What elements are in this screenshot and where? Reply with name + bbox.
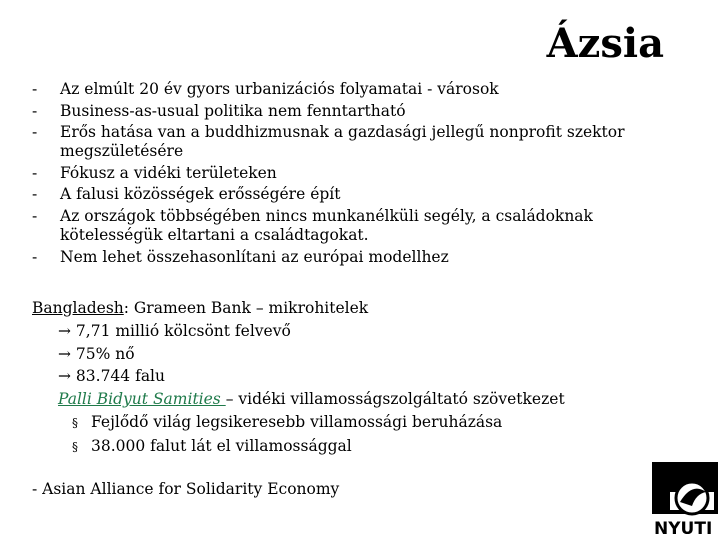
sub-item-text: Fejlődő világ legsikeresebb villamossági beruházása: [91, 412, 503, 431]
list-item: [32, 102, 652, 121]
bangladesh-heading: [32, 297, 672, 320]
list-item: [32, 80, 652, 99]
bullet-marker: -: [32, 123, 38, 142]
square-bullet-icon: §: [72, 415, 78, 430]
bangladesh-section: [32, 297, 672, 459]
bullet-marker: -: [32, 101, 38, 120]
list-item: [32, 185, 652, 204]
footer-text: - Asian Alliance for Solidarity Economy: [32, 480, 340, 498]
list-item: [32, 207, 652, 245]
page-title: Ázsia: [546, 20, 664, 67]
bullet-marker: -: [32, 185, 38, 204]
bullet-text: Fókusz a vidéki területeken: [60, 163, 277, 182]
bullet-text: Az országok többségében nincs munkanélküli segély, a családoknak kötelességük eltartani a családtagokat.: [60, 206, 593, 244]
sub-list-item: [32, 435, 672, 459]
arrow-item: → 83.744 falu: [58, 367, 165, 386]
bullet-marker: -: [32, 247, 38, 266]
bullet-list: [32, 80, 652, 269]
bullet-text: A falusi közösségek erősségére épít: [60, 185, 341, 204]
logo-text: NYUTI: [654, 519, 713, 539]
bullet-text: Nem lehet összehasonlítani az európai modellhez: [60, 247, 449, 266]
square-bullet-icon: §: [72, 439, 78, 454]
nyuti-logo-icon: [652, 462, 720, 540]
palli-bidyut-row: [32, 388, 672, 411]
grameen-bank-text: : Grameen Bank – mikrohitelek: [123, 299, 369, 317]
bullet-marker: -: [32, 163, 38, 182]
list-item: [32, 164, 652, 183]
bullet-marker: -: [32, 206, 38, 225]
list-item: [32, 248, 652, 267]
bullet-text: Az elmúlt 20 év gyors urbanizációs folyamatai - városok: [60, 80, 499, 98]
list-item: [32, 123, 652, 161]
country-name: Bangladesh: [32, 299, 124, 317]
bullet-text: Erős hatása van a buddhizmusnak a gazdasági jellegű nonprofit szektor megszületésére: [60, 123, 625, 161]
palli-bidyut-link[interactable]: Palli Bidyut Samities: [58, 390, 226, 409]
arrow-item: → 75% nő: [58, 344, 135, 363]
sub-list-item: [32, 411, 672, 435]
sub-item-text: 38.000 falut lát el villamossággal: [91, 436, 352, 455]
arrow-item: → 7,71 millió kölcsönt felvevő: [58, 321, 291, 340]
bullet-text: Business-as-usual politika nem fenntartható: [60, 101, 406, 120]
palli-bidyut-description: – vidéki villamosságszolgáltató szövetkezet: [225, 390, 565, 409]
bullet-marker: -: [32, 80, 38, 98]
